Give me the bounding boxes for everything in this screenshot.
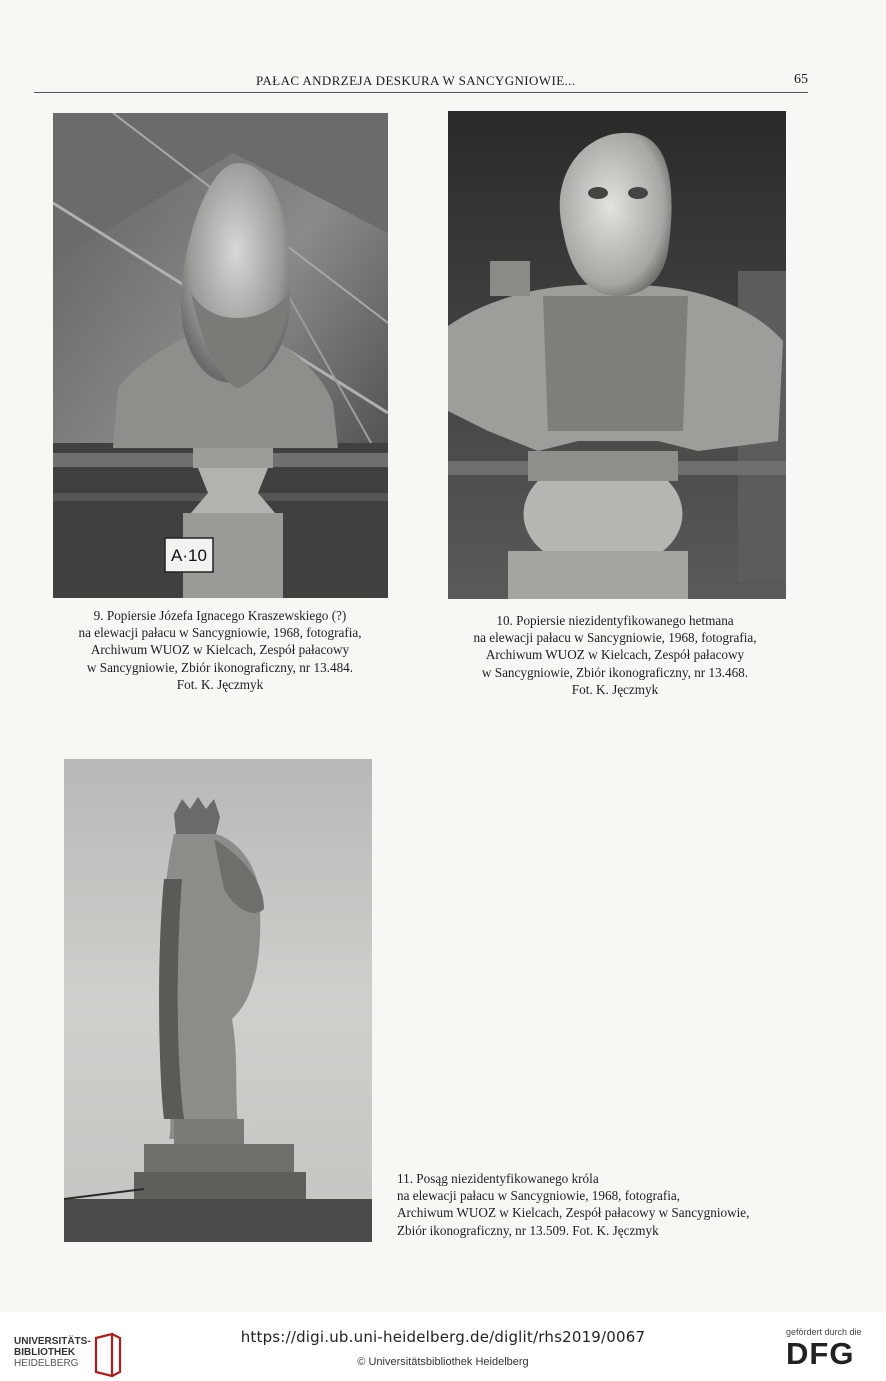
sponsor-text: gefördert durch die xyxy=(786,1327,862,1337)
dfg-sponsor-logo[interactable] xyxy=(786,1327,878,1377)
viewer-footer xyxy=(0,1312,886,1381)
figure-9-caption xyxy=(30,607,410,693)
caption-line: Archiwum WUOZ w Kielcach, Zespół pałacowy w Sancygniowie, xyxy=(397,1205,750,1221)
caption-line: Archiwum WUOZ w Kielcach, Zespół pałacowy xyxy=(90,642,350,658)
caption-line: Zbiór ikonograficzny, nr 13.509. Fot. K. Jęczmyk xyxy=(397,1222,659,1238)
library-line-3: HEIDELBERG xyxy=(14,1358,79,1369)
figure-9-photo xyxy=(53,113,388,598)
caption-line: 10. Popiersie niezidentyfikowanego hetmana xyxy=(496,613,734,628)
running-head xyxy=(34,70,808,93)
copyright-notice: © Universitätsbibliothek Heidelberg xyxy=(357,1356,529,1368)
caption-line: w Sancygniowie, Zbiór ikonograficzny, nr 13.468. xyxy=(481,664,749,680)
caption-line: 11. Posąg niezidentyfikowanego króla xyxy=(397,1171,599,1186)
permalink-url[interactable]: https://digi.ub.uni-heidelberg.de/diglit/rhs2019/0067 xyxy=(240,1328,646,1346)
caption-line: w Sancygniowie, Zbiór ikonograficzny, nr 13.484. xyxy=(86,659,354,675)
figure-10-caption xyxy=(430,612,800,698)
figure-11-caption xyxy=(397,1170,827,1239)
caption-line: Fot. K. Jęczmyk xyxy=(176,676,264,692)
caption-line: Archiwum WUOZ w Kielcach, Zespół pałacowy xyxy=(485,647,745,663)
library-line-1: UNIVERSITÄTS- xyxy=(14,1336,91,1347)
figure-11-photo xyxy=(64,759,372,1242)
caption-line: na elewacji pałacu w Sancygniowie, 1968, fotografia, xyxy=(78,625,362,641)
running-title: PAŁAC ANDRZEJA DESKURA W SANCYGNIOWIE... xyxy=(256,73,576,88)
caption-line: na elewacji pałacu w Sancygniowie, 1968, fotografia, xyxy=(473,630,757,646)
caption-line: na elewacji pałacu w Sancygniowie, 1968, fotografia, xyxy=(397,1188,681,1204)
figure-10-photo xyxy=(448,111,786,599)
caption-line: 9. Popiersie Józefa Ignacego Kraszewskiego (?) xyxy=(93,608,347,623)
figure-9-label-box: A·10 xyxy=(171,546,207,565)
library-line-2: BIBLIOTHEK xyxy=(14,1347,76,1358)
caption-line: Fot. K. Jęczmyk xyxy=(571,681,659,697)
dfg-logo: DFG xyxy=(786,1336,855,1371)
page-number: 65 xyxy=(794,72,808,87)
